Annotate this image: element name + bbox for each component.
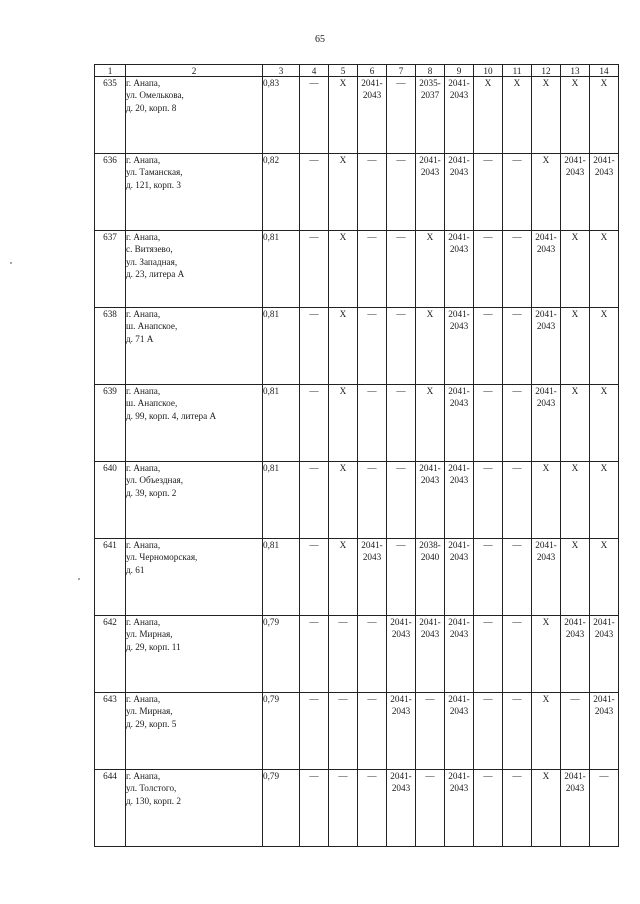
column-header-3: 3 xyxy=(263,65,300,77)
value-cell-col-13: X xyxy=(561,385,590,462)
address-line: ул. Объездная, xyxy=(126,475,184,486)
value-cell-col-10: — xyxy=(474,539,503,616)
value-cell-col-9: 2041- 2043 xyxy=(445,77,474,154)
value-cell-col-10: — xyxy=(474,308,503,385)
value-cell-col-10: — xyxy=(474,462,503,539)
address-cell xyxy=(126,154,263,231)
value-cell-col-5: — xyxy=(329,616,358,693)
table-row xyxy=(95,616,619,693)
value-cell-col-4: — xyxy=(300,616,329,693)
value-cell-col-9: 2041- 2043 xyxy=(445,616,474,693)
address-line: д. 130, корп. 2 xyxy=(126,795,181,806)
address-cell xyxy=(126,693,263,770)
value-cell-col-5: X xyxy=(329,539,358,616)
address-cell xyxy=(126,308,263,385)
address-cell xyxy=(126,385,263,462)
address-line: г. Анапа, xyxy=(126,232,161,242)
address-line: д. 99, корп. 4, литера А xyxy=(126,410,217,421)
address-line: д. 71 А xyxy=(126,333,154,344)
column-header-14: 14 xyxy=(590,65,619,77)
value-cell-col-12: 2041- 2043 xyxy=(532,385,561,462)
value-cell-col-12: X xyxy=(532,154,561,231)
value-cell-col-12: X xyxy=(532,616,561,693)
area-value: 0,79 xyxy=(263,693,300,770)
area-value: 0,79 xyxy=(263,770,300,847)
value-cell-col-13: X xyxy=(561,539,590,616)
row-number: 639 xyxy=(95,385,126,462)
table-row xyxy=(95,462,619,539)
column-header-5: 5 xyxy=(329,65,358,77)
area-value: 0,83 xyxy=(263,77,300,154)
value-cell-col-11: X xyxy=(503,77,532,154)
value-cell-col-6: — xyxy=(358,462,387,539)
value-cell-col-7: 2041- 2043 xyxy=(387,616,416,693)
table-row xyxy=(95,154,619,231)
address-line: д. 121, корп. 3 xyxy=(126,179,181,190)
value-cell-col-6: — xyxy=(358,385,387,462)
address-line: г. Анапа, xyxy=(126,694,161,704)
value-cell-col-11: — xyxy=(503,539,532,616)
address-line: д. 29, корп. 11 xyxy=(126,641,181,652)
value-cell-col-6: — xyxy=(358,231,387,308)
value-cell-col-4: — xyxy=(300,154,329,231)
value-cell-col-10: — xyxy=(474,616,503,693)
value-cell-col-6: — xyxy=(358,693,387,770)
value-cell-col-14: 2041- 2043 xyxy=(590,616,619,693)
scan-speck xyxy=(10,262,12,264)
area-value: 0,81 xyxy=(263,231,300,308)
value-cell-col-7: — xyxy=(387,385,416,462)
value-cell-col-8: — xyxy=(416,770,445,847)
value-cell-col-4: — xyxy=(300,308,329,385)
value-cell-col-6: — xyxy=(358,770,387,847)
value-cell-col-4: — xyxy=(300,231,329,308)
address-line: г. Анапа, xyxy=(126,540,161,550)
value-cell-col-11: — xyxy=(503,231,532,308)
value-cell-col-7: 2041- 2043 xyxy=(387,693,416,770)
table-row xyxy=(95,77,619,154)
value-cell-col-7: — xyxy=(387,231,416,308)
value-cell-col-10: — xyxy=(474,693,503,770)
area-value: 0,81 xyxy=(263,462,300,539)
address-line: д. 29, корп. 5 xyxy=(126,718,177,729)
value-cell-col-14: X xyxy=(590,77,619,154)
area-value: 0,81 xyxy=(263,308,300,385)
value-cell-col-13: 2041- 2043 xyxy=(561,154,590,231)
value-cell-col-14: X xyxy=(590,308,619,385)
value-cell-col-14: 2041- 2043 xyxy=(590,693,619,770)
row-number: 642 xyxy=(95,616,126,693)
page-number: 65 xyxy=(315,34,325,45)
value-cell-col-11: — xyxy=(503,693,532,770)
address-line: ул. Черноморская, xyxy=(126,552,198,563)
value-cell-col-14: — xyxy=(590,770,619,847)
address-line: д. 61 xyxy=(126,564,145,575)
address-line: ш. Анапское, xyxy=(126,398,178,409)
row-number: 636 xyxy=(95,154,126,231)
value-cell-col-7: — xyxy=(387,308,416,385)
column-header-2: 2 xyxy=(126,65,263,77)
column-number-row xyxy=(95,65,619,77)
value-cell-col-8: 2041- 2043 xyxy=(416,616,445,693)
column-header-10: 10 xyxy=(474,65,503,77)
value-cell-col-11: — xyxy=(503,154,532,231)
value-cell-col-14: X xyxy=(590,539,619,616)
value-cell-col-8: X xyxy=(416,385,445,462)
value-cell-col-11: — xyxy=(503,462,532,539)
value-cell-col-10: — xyxy=(474,770,503,847)
value-cell-col-4: — xyxy=(300,462,329,539)
table-row xyxy=(95,770,619,847)
table-row xyxy=(95,308,619,385)
address-line: г. Анапа, xyxy=(126,617,161,627)
value-cell-col-6: — xyxy=(358,308,387,385)
area-value: 0,79 xyxy=(263,616,300,693)
address-cell xyxy=(126,616,263,693)
value-cell-col-8: X xyxy=(416,308,445,385)
value-cell-col-13: — xyxy=(561,693,590,770)
value-cell-col-13: X xyxy=(561,462,590,539)
value-cell-col-5: X xyxy=(329,308,358,385)
address-line: г. Анапа, xyxy=(126,309,161,319)
value-cell-col-12: X xyxy=(532,77,561,154)
row-number: 643 xyxy=(95,693,126,770)
value-cell-col-4: — xyxy=(300,385,329,462)
address-cell xyxy=(126,462,263,539)
value-cell-col-4: — xyxy=(300,539,329,616)
value-cell-col-14: X xyxy=(590,462,619,539)
value-cell-col-4: — xyxy=(300,77,329,154)
address-line: д. 39, корп. 2 xyxy=(126,487,177,498)
value-cell-col-5: X xyxy=(329,385,358,462)
value-cell-col-9: 2041- 2043 xyxy=(445,462,474,539)
column-header-12: 12 xyxy=(532,65,561,77)
value-cell-col-8: 2041- 2043 xyxy=(416,462,445,539)
value-cell-col-11: — xyxy=(503,616,532,693)
area-value: 0,81 xyxy=(263,539,300,616)
value-cell-col-10: — xyxy=(474,154,503,231)
row-number: 637 xyxy=(95,231,126,308)
table-row xyxy=(95,693,619,770)
value-cell-col-7: — xyxy=(387,77,416,154)
value-cell-col-13: X xyxy=(561,308,590,385)
value-cell-col-11: — xyxy=(503,385,532,462)
value-cell-col-6: 2041- 2043 xyxy=(358,77,387,154)
address-line: д. 20, корп. 8 xyxy=(126,102,177,113)
value-cell-col-12: X xyxy=(532,770,561,847)
address-line: г. Анапа, xyxy=(126,78,161,88)
address-line: с. Витязево, xyxy=(126,244,173,255)
value-cell-col-10: — xyxy=(474,385,503,462)
value-cell-col-8: — xyxy=(416,693,445,770)
value-cell-col-12: X xyxy=(532,693,561,770)
table-row xyxy=(95,385,619,462)
address-line: д. 23, литера А xyxy=(126,269,185,280)
value-cell-col-5: — xyxy=(329,693,358,770)
value-cell-col-5: — xyxy=(329,770,358,847)
address-cell xyxy=(126,539,263,616)
value-cell-col-8: 2035- 2037 xyxy=(416,77,445,154)
value-cell-col-6: 2041- 2043 xyxy=(358,539,387,616)
value-cell-col-9: 2041- 2043 xyxy=(445,693,474,770)
row-number: 640 xyxy=(95,462,126,539)
value-cell-col-8: 2041- 2043 xyxy=(416,154,445,231)
value-cell-col-13: 2041- 2043 xyxy=(561,770,590,847)
address-cell xyxy=(126,231,263,308)
area-value: 0,81 xyxy=(263,385,300,462)
address-line: г. Анапа, xyxy=(126,463,161,473)
value-cell-col-8: X xyxy=(416,231,445,308)
housing-repair-table xyxy=(94,64,619,847)
column-header-6: 6 xyxy=(358,65,387,77)
value-cell-col-9: 2041- 2043 xyxy=(445,308,474,385)
address-cell xyxy=(126,770,263,847)
value-cell-col-9: 2041- 2043 xyxy=(445,385,474,462)
value-cell-col-7: — xyxy=(387,462,416,539)
address-line: ул. Толстого, xyxy=(126,783,177,794)
value-cell-col-12: 2041- 2043 xyxy=(532,231,561,308)
value-cell-col-14: X xyxy=(590,231,619,308)
row-number: 641 xyxy=(95,539,126,616)
column-header-13: 13 xyxy=(561,65,590,77)
value-cell-col-14: X xyxy=(590,385,619,462)
area-value: 0,82 xyxy=(263,154,300,231)
value-cell-col-12: 2041- 2043 xyxy=(532,308,561,385)
value-cell-col-5: X xyxy=(329,231,358,308)
address-line: г. Анапа, xyxy=(126,386,161,396)
value-cell-col-11: — xyxy=(503,308,532,385)
address-line: ул. Мирная, xyxy=(126,706,173,717)
column-header-7: 7 xyxy=(387,65,416,77)
value-cell-col-9: 2041- 2043 xyxy=(445,770,474,847)
value-cell-col-13: 2041- 2043 xyxy=(561,616,590,693)
column-header-1: 1 xyxy=(95,65,126,77)
value-cell-col-4: — xyxy=(300,770,329,847)
value-cell-col-9: 2041- 2043 xyxy=(445,231,474,308)
address-line: г. Анапа, xyxy=(126,771,161,781)
value-cell-col-10: — xyxy=(474,231,503,308)
value-cell-col-13: X xyxy=(561,77,590,154)
row-number: 638 xyxy=(95,308,126,385)
value-cell-col-13: X xyxy=(561,231,590,308)
column-header-11: 11 xyxy=(503,65,532,77)
value-cell-col-11: — xyxy=(503,770,532,847)
row-number: 644 xyxy=(95,770,126,847)
value-cell-col-12: 2041- 2043 xyxy=(532,539,561,616)
value-cell-col-14: 2041- 2043 xyxy=(590,154,619,231)
value-cell-col-7: — xyxy=(387,539,416,616)
value-cell-col-4: — xyxy=(300,693,329,770)
scan-speck xyxy=(78,578,80,580)
value-cell-col-6: — xyxy=(358,616,387,693)
value-cell-col-5: X xyxy=(329,462,358,539)
address-cell xyxy=(126,77,263,154)
value-cell-col-6: — xyxy=(358,154,387,231)
value-cell-col-9: 2041- 2043 xyxy=(445,154,474,231)
row-number: 635 xyxy=(95,77,126,154)
address-line: г. Анапа, xyxy=(126,155,161,165)
value-cell-col-9: 2041- 2043 xyxy=(445,539,474,616)
value-cell-col-12: X xyxy=(532,462,561,539)
address-line: ул. Западная, xyxy=(126,256,178,267)
address-line: ул. Таманская, xyxy=(126,167,183,178)
column-header-9: 9 xyxy=(445,65,474,77)
address-line: ул. Мирная, xyxy=(126,629,173,640)
value-cell-col-5: X xyxy=(329,154,358,231)
value-cell-col-5: X xyxy=(329,77,358,154)
value-cell-col-7: 2041- 2043 xyxy=(387,770,416,847)
value-cell-col-8: 2038- 2040 xyxy=(416,539,445,616)
value-cell-col-7: — xyxy=(387,154,416,231)
column-header-8: 8 xyxy=(416,65,445,77)
table-row xyxy=(95,539,619,616)
value-cell-col-10: X xyxy=(474,77,503,154)
table-row xyxy=(95,231,619,308)
address-line: ш. Анапское, xyxy=(126,321,178,332)
address-line: ул. Омелькова, xyxy=(126,90,184,101)
column-header-4: 4 xyxy=(300,65,329,77)
